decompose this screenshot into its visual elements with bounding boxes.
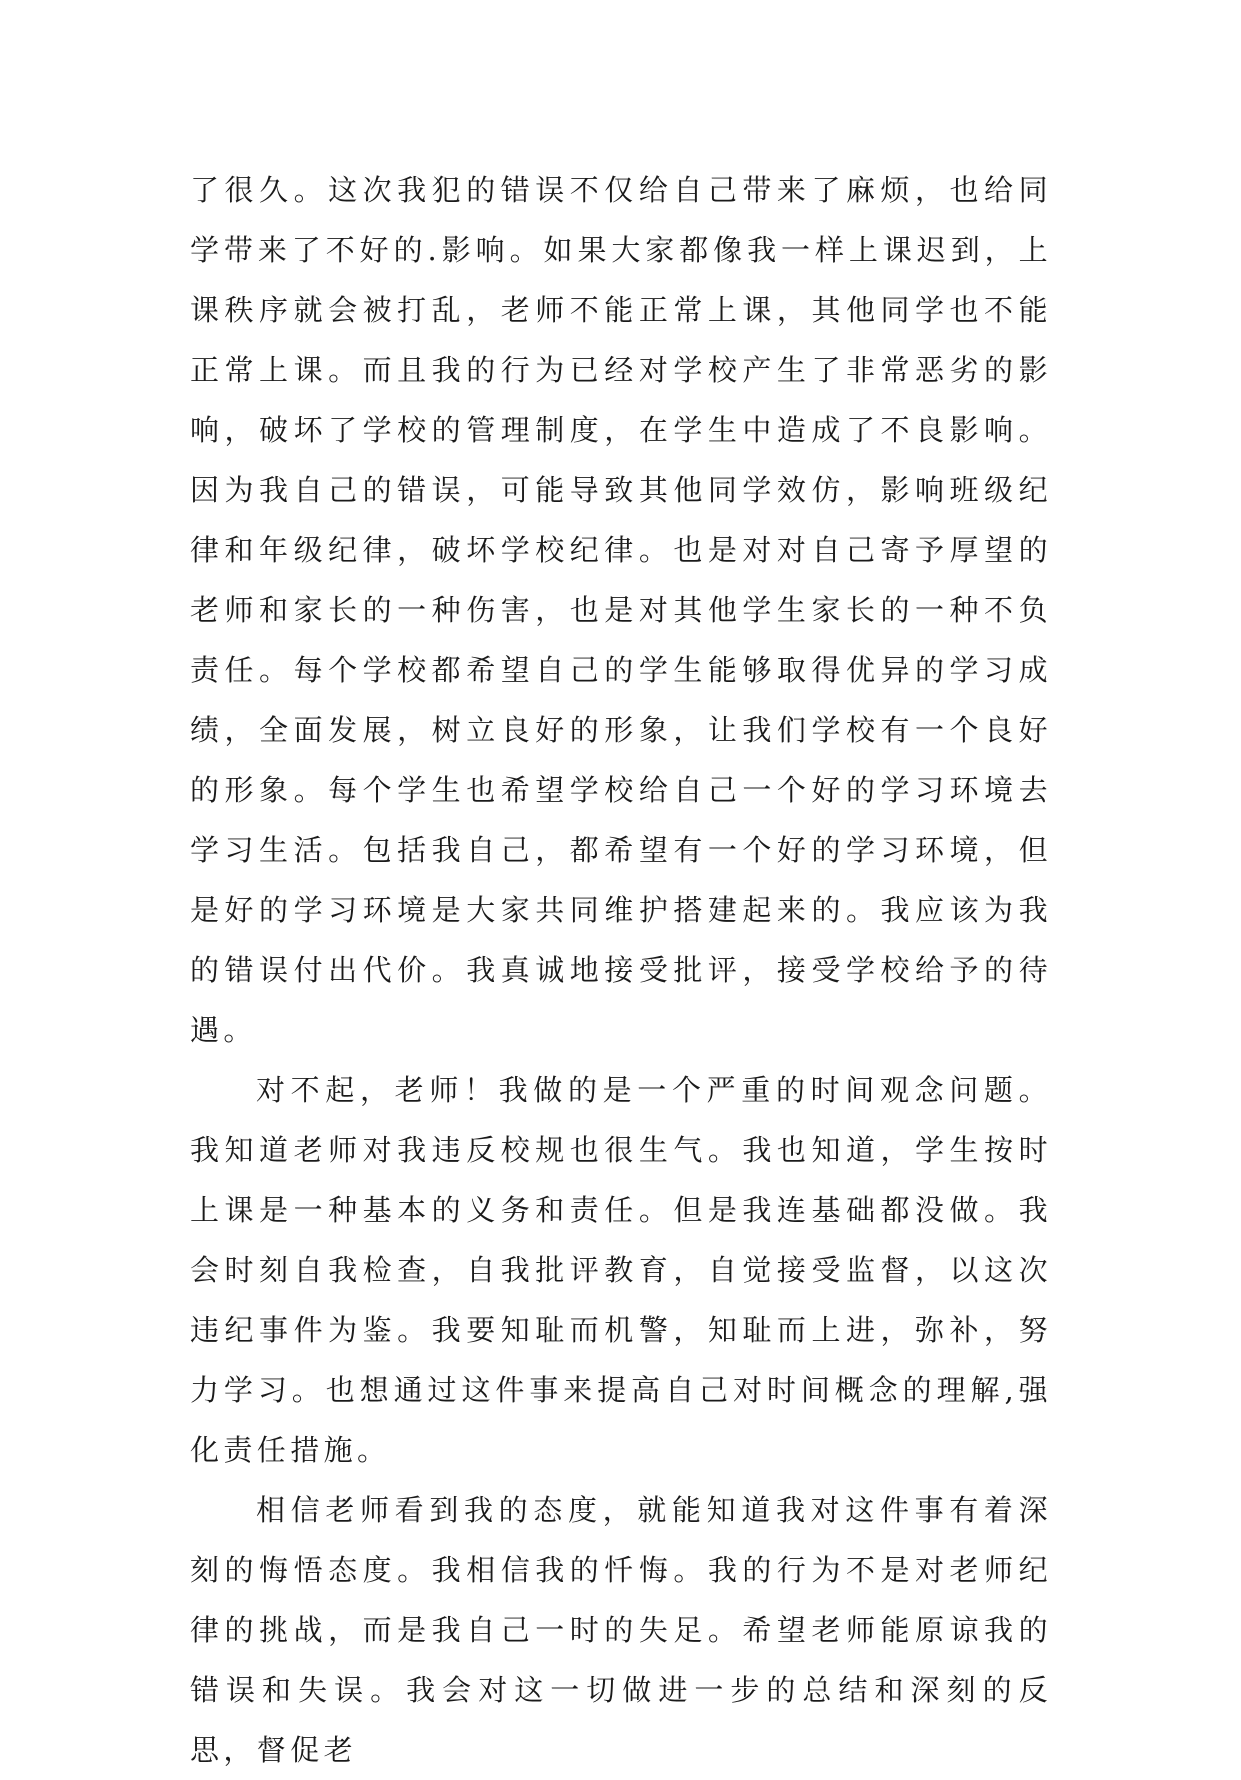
paragraph-1: 了很久。这次我犯的错误不仅给自己带来了麻烦，也给同学带来了不好的.影响。如果大家都像我一样上课迟到，上课秩序就会被打乱，老师不能正常上课，其他同学也不能正常上课。而且我的行为已经对学校产生了非常恶劣的影响，破坏了学校的管理制度，在学生中造成了不良影响。因为我自己的错误，可能导致其他同学效仿，影响班级纪律和年级纪律，破坏学校纪律。也是对对自己寄予厚望的老师和家长的一种伤害，也是对其他学生家长的一种不负责任。每个学校都希望自己的学生能够取得优异的学习成绩，全面发展，树立良好的形象，让我们学校有一个良好的形象。每个学生也希望学校给自己一个好的学习环境去学习生活。包括我自己，都希望有一个好的学习环境，但是好的学习环境是大家共同维护搭建起来的。我应该为我的错误付出代价。我真诚地接受批评，接受学校给予的待遇。 xyxy=(190,173,1052,1047)
paragraph-3: 相信老师看到我的态度，就能知道我对这件事有着深刻的悔悟态度。我相信我的忏悔。我的行为不是对老师纪律的挑战，而是我自己一时的失足。希望老师能原谅我的错误和失误。我会对这一切做进一步的总结和深刻的反思，督促老 xyxy=(190,1493,1052,1767)
paragraph-2: 对不起，老师！我做的是一个严重的时间观念问题。我知道老师对我违反校规也很生气。我也知道，学生按时上课是一种基本的义务和责任。但是我连基础都没做。我会时刻自我检查，自我批评教育，自觉接受监督，以这次违纪事件为鉴。我要知耻而机警，知耻而上进，弥补，努力学习。也想通过这件事来提高自己对时间概念的理解,强化责任措施。 xyxy=(190,1073,1052,1467)
document-body xyxy=(190,160,1052,1780)
